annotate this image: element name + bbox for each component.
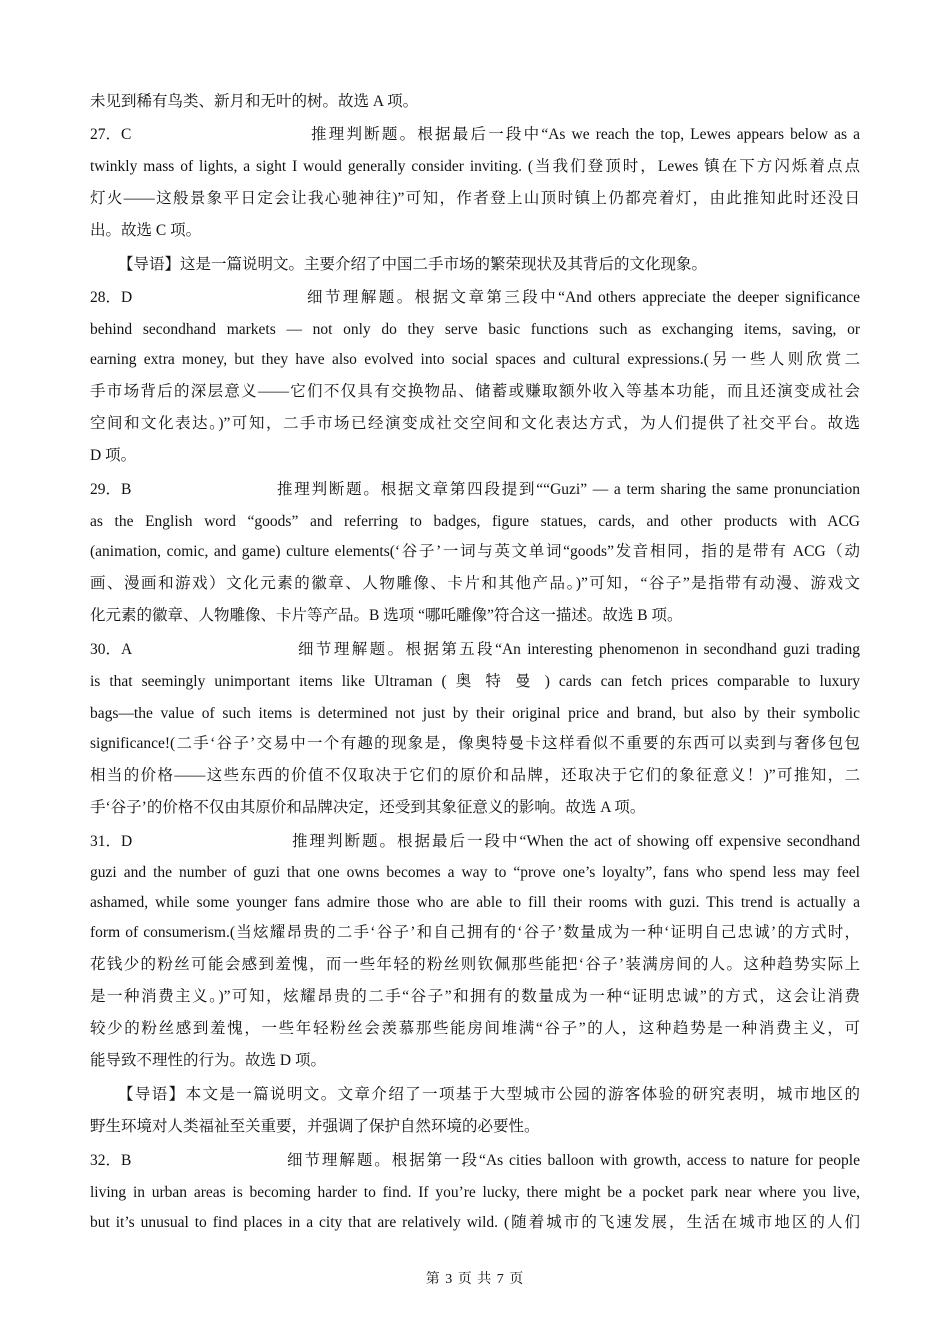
- guide-text: 【导语】本文是一篇说明文。文章介绍了一项基于大型城市公园的游客体验的研究表明，城市地区的: [118, 1086, 860, 1103]
- text-line: 化元素的徽章、人物雕像、卡片等产品。B 选项 “哪吒雕像”符合这一描述。故选 B 项。: [90, 607, 683, 624]
- text-line: 出。故选 C 项。: [90, 222, 202, 239]
- text-line: 手‘谷子’的价格不仅由其原价和品牌决定，还受到其象征意义的影响。故选 A 项。: [90, 799, 646, 816]
- text-line: 是一种消费主义。)”可知，炫耀昂贵的二手“谷子”和拥有的数量成为一种“证明忠诚”的方式，这会让消费: [90, 988, 860, 1005]
- text-line: 空间和文化表达。)”可知，二手市场已经演变成社交空间和文化表达方式，为人们提供了社交平台。故选: [90, 415, 860, 432]
- text-line: is that seemingly unimportant items like Ultraman ( 奥 特 曼 ) cards can fetch prices comparable to luxury: [90, 673, 860, 690]
- answer-first-line: 推理判断题。根据最后一段中“As we reach the top, Lewes appears below as a: [311, 126, 860, 143]
- answer-number: 28．D: [90, 289, 133, 306]
- text-line: twinkly mass of lights, a sight I would generally consider inviting. (当我们登顶时，Lewes 镇在下方闪烁着点点: [90, 158, 860, 175]
- text-line: earning extra money, but they have also evolved into social spaces and cultural expressions.(另一些人则欣赏二: [90, 351, 860, 368]
- text-line: 未见到稀有鸟类、新月和无叶的树。故选 A 项。: [90, 93, 419, 110]
- text-line: significance!(二手‘谷子’交易中一个有趣的现象是，像奥特曼卡这样看似不重要的东西可以卖到与奢侈包包: [90, 735, 860, 752]
- text-line: guzi and the number of guzi that one owns becomes a way to “prove one’s loyalty”, fans who spend less may feel: [90, 864, 860, 881]
- text-line: (animation, comic, and game) culture elements(‘谷子’一词与英文单词“goods”发音相同，指的是带有 ACG（动: [90, 543, 860, 560]
- text-line: 相当的价格——这些东西的价值不仅取决于它们的原价和品牌，还取决于它们的象征意义！)”可推知，二: [90, 767, 860, 784]
- text-line: as the English word “goods” and referring to badges, figure statues, cards, and other products with ACG: [90, 513, 860, 530]
- text-line: 能导致不理性的行为。故选 D 项。: [90, 1052, 326, 1069]
- answer-number: 29．B: [90, 481, 132, 498]
- answer-number: 31．D: [90, 833, 133, 850]
- text-line: behind secondhand markets — not only do they serve basic functions such as exchanging items, saving, or: [90, 321, 860, 338]
- text-line: bags—the value of such items is determined not just by their original price and brand, but also by their symbolic: [90, 705, 860, 722]
- answer-number: 32．B: [90, 1152, 132, 1169]
- text-line: form of consumerism.(当炫耀昂贵的二手‘谷子’和自己拥有的‘谷子’数量成为一种‘证明自己忠诚’的方式时，: [90, 924, 860, 941]
- text-line: 较少的粉丝感到羞愧，一些年轻粉丝会羡慕那些能房间堆满“谷子”的人，这种趋势是一种消费主义，可: [90, 1020, 860, 1037]
- page-footer: 第 3 页 共 7 页: [425, 1272, 525, 1287]
- answer-first-line: 推理判断题。根据文章第四段提到““Guzi” — a term sharing the same pronunciation: [277, 481, 860, 498]
- text-line: D 项。: [90, 447, 137, 464]
- text-line: 花钱少的粉丝可能会感到羞愧，而一些年轻的粉丝则钦佩那些能把‘谷子’装满房间的人。这种趋势实际上: [90, 956, 860, 973]
- answer-first-line: 细节理解题。根据第五段“An interesting phenomenon in secondhand guzi trading: [298, 641, 860, 658]
- guide-text: 【导语】这是一篇说明文。主要介绍了中国二手市场的繁荣现状及其背后的文化现象。: [118, 256, 708, 273]
- text-line: 手市场背后的深层意义——它们不仅具有交换物品、储蓄或赚取额外收入等基本功能，而且还演变成社会: [90, 383, 860, 400]
- answer-first-line: 细节理解题。根据文章第三段中“And others appreciate the deeper significance: [307, 289, 860, 306]
- answer-number: 30．A: [90, 641, 133, 658]
- text-line: ashamed, while some younger fans admire those who are able to fill their rooms with guzi. This trend is actually a: [90, 894, 860, 911]
- text-line: 画、漫画和游戏）文化元素的徽章、人物雕像、卡片和其他产品。)”可知，“谷子”是指带有动漫、游戏文: [90, 575, 860, 592]
- answer-number: 27．C: [90, 126, 132, 143]
- answer-first-line: 细节理解题。根据第一段“As cities balloon with growth, access to nature for people: [287, 1152, 860, 1169]
- answer-first-line: 推理判断题。根据最后一段中“When the act of showing off expensive secondhand: [292, 833, 860, 850]
- text-line: living in urban areas is becoming harder to find. If you’re lucky, there might be a pocket park near where you live,: [90, 1184, 860, 1201]
- text-line: but it’s unusual to find places in a city that are relatively wild. (随着城市的飞速发展，生活在城市地区的人们: [90, 1214, 860, 1231]
- text-line: 灯火——这般景象平日定会让我心驰神往)”可知，作者登上山顶时镇上仍都亮着灯，由此推知此时还没日: [90, 190, 860, 207]
- guide-text: 野生环境对人类福祉至关重要，并强调了保护自然环境的必要性。: [90, 1118, 540, 1135]
